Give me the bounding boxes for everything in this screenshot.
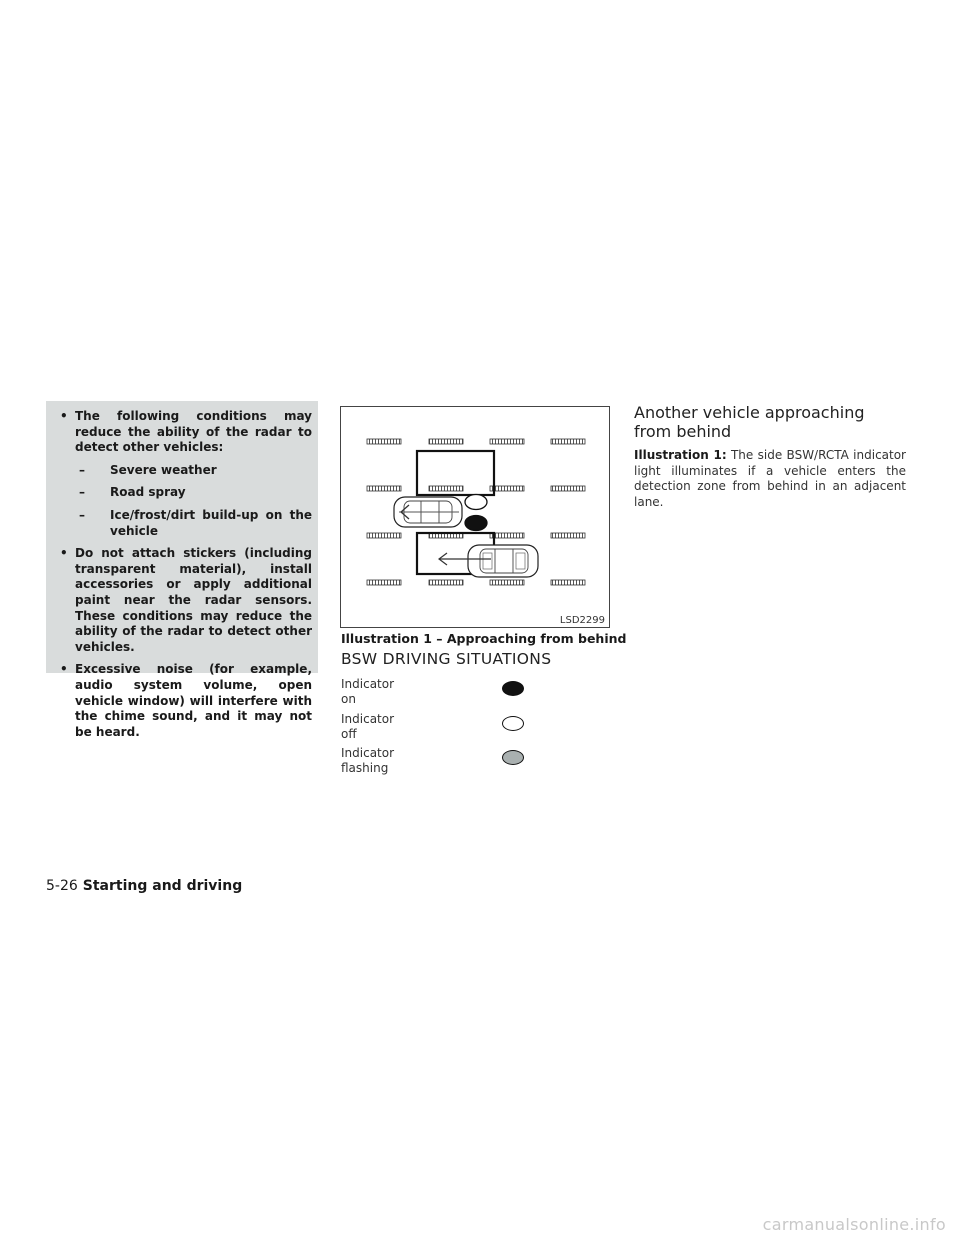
legend-indicator-off — [341, 712, 531, 746]
warning-item — [60, 409, 312, 539]
footer-section: Starting and driving — [82, 878, 243, 894]
legend-label: Indicator off — [341, 712, 395, 741]
subsection-body — [634, 448, 906, 510]
indicator-on-icon — [502, 681, 524, 696]
bullet-icon: • — [60, 662, 68, 677]
host-vehicle — [394, 497, 462, 527]
warning-box — [46, 401, 318, 739]
figure-code: LSD2299 — [559, 615, 605, 626]
legend-label: Indicator flashing — [341, 746, 395, 775]
warning-sub-text: Ice/frost/dirt build-up on the vehicle — [110, 507, 312, 538]
subsection-heading — [634, 403, 864, 441]
watermark: carmanualsonline.info — [762, 1215, 946, 1234]
figure-caption: Illustration 1 – Approaching from behind — [341, 631, 627, 646]
legend-label: Indicator on — [341, 677, 395, 706]
indicator-flashing-icon — [502, 750, 524, 765]
warning-sub-item — [75, 485, 312, 501]
warning-sub-item — [75, 508, 312, 539]
road-diagram — [341, 407, 609, 627]
legend-indicator-flashing — [341, 746, 531, 780]
body-text: The side BSW/RCTA indicator light illuminates if a vehicle enters the detection zone from behind in an adjacent lane. — [634, 448, 906, 509]
warning-text: Do not attach stickers (including transparent material), install accessories or apply additional paint near the radar sensors. These conditions may reduce the ability of the radar to detect other vehicles. — [75, 546, 312, 654]
warning-text: The following conditions may reduce the ability of the radar to detect other vehicles: — [75, 409, 312, 455]
dash-icon: – — [79, 507, 85, 522]
bullet-icon: • — [60, 409, 68, 423]
warning-sub-text: Road spray — [110, 485, 186, 500]
warning-sub-text: Severe weather — [110, 462, 217, 477]
page-footer — [46, 878, 242, 894]
indicator-off-icon — [465, 495, 487, 510]
legend-indicator-on — [341, 677, 531, 711]
body-lead: Illustration 1: — [634, 448, 727, 462]
indicator-on-icon — [465, 516, 487, 531]
approaching-vehicle — [468, 545, 538, 577]
page-number: 5-26 — [46, 878, 78, 894]
warning-item — [60, 546, 312, 655]
warning-item — [60, 662, 312, 740]
illustration-approaching-from-behind — [340, 406, 610, 628]
warning-text: Excessive noise (for example, audio system volume, open vehicle window) will interfere with the chime sound, and it may not be heard. — [75, 662, 312, 739]
heading-line-2: from behind — [634, 422, 732, 441]
indicator-off-icon — [502, 716, 524, 731]
warning-sub-item — [75, 463, 312, 479]
section-title: BSW DRIVING SITUATIONS — [341, 650, 552, 668]
dash-icon: – — [79, 462, 85, 477]
dash-icon: – — [79, 485, 85, 500]
bullet-icon: • — [60, 546, 68, 561]
heading-line-1: Another vehicle approaching — [634, 403, 865, 422]
